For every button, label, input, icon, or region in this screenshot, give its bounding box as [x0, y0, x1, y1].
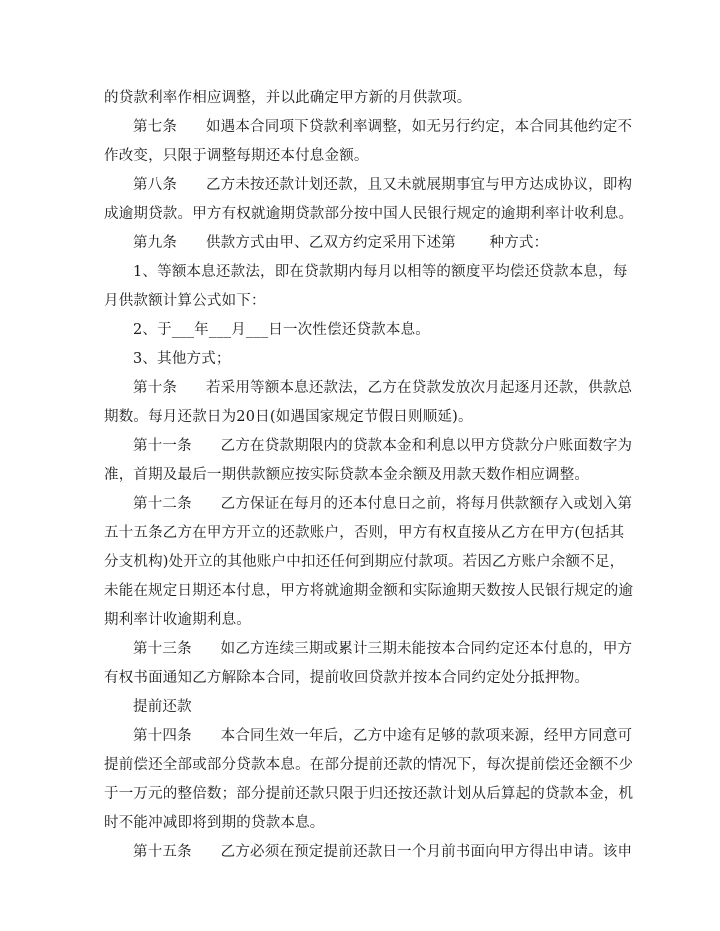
text-line: 期数。每月还款日为20日(如遇国家规定节假日则顺延)。 — [104, 409, 473, 425]
text-line: 1、等额本息还款法，即在贷款期内每月以相等的额度平均偿还贷款本息，每 — [133, 264, 628, 280]
text-line: 第八条 乙方未按还款计划还款，且又未就展期事宜与甲方达成协议，即构 — [133, 177, 633, 193]
text-line: 分支机构)处开立的其他账户中扣还任何到期应付款项。若因乙方账户余额不足， — [104, 554, 625, 570]
section-heading: 提前还款 — [133, 699, 192, 715]
text-line: 第七条 如遇本合同项下贷款利率调整，如无另行约定，本合同其他约定不 — [133, 119, 633, 135]
text-line: 于一万元的整倍数；部分提前还款只限于归还按还款计划从后算起的贷款本金，机 — [104, 786, 634, 802]
text-line: 3、其他方式； — [133, 351, 231, 367]
text-line: 第十四条 本合同生效一年后，乙方中途有足够的款项来源，经甲方同意可 — [133, 728, 633, 744]
text-line: 作改变，只限于调整每期还本付息金额。 — [104, 148, 369, 164]
text-line: 2、于___年___月___日一次性偿还贷款本息。 — [133, 322, 430, 338]
text-line: 未能在规定日期还本付息，甲方将就逾期金额和实际逾期天数按人民银行规定的逾 — [104, 583, 634, 599]
text-line: 第十五条 乙方必须在预定提前还款日一个月前书面向甲方得出申请。该申 — [133, 844, 633, 860]
text-line: 第十条 若采用等额本息还款法，乙方在贷款发放次月起逐月还款，供款总 — [133, 380, 633, 396]
text-line: 月供款额计算公式如下： — [104, 293, 266, 309]
text-line: 有权书面通知乙方解除本合同，提前收回贷款并按本合同约定处分抵押物。 — [104, 670, 590, 686]
text-line: 第十三条 如乙方连续三期或累计三期未能按本合同约定还本付息的，甲方 — [133, 641, 633, 657]
text-line: 时不能冲减即将到期的贷款本息。 — [104, 815, 325, 831]
text-line: 成逾期贷款。甲方有权就逾期贷款部分按中国人民银行规定的逾期利率计收利息。 — [104, 206, 634, 222]
text-line: 的贷款利率作相应调整，并以此确定甲方新的月供款项。 — [104, 90, 472, 106]
text-line: 期利率计收逾期利息。 — [104, 612, 251, 628]
text-line: 第十一条 乙方在贷款期限内的贷款本金和利息以甲方贷款分户账面数字为 — [133, 438, 633, 454]
text-line: 第九条 供款方式由甲、乙双方约定采用下述第 种方式： — [133, 235, 549, 251]
text-line: 准，首期及最后一期供款额应按实际贷款本金余额及用款天数作相应调整。 — [104, 467, 590, 483]
text-line: 五十五条乙方在甲方开立的还款账户，否则，甲方有权直接从乙方在甲方(包括其 — [104, 525, 625, 541]
text-line: 第十二条 乙方保证在每月的还本付息日之前，将每月供款额存入或划入第 — [133, 496, 633, 512]
text-line: 提前偿还全部或部分贷款本息。在部分提前还款的情况下，每次提前偿还金额不少 — [104, 757, 634, 773]
